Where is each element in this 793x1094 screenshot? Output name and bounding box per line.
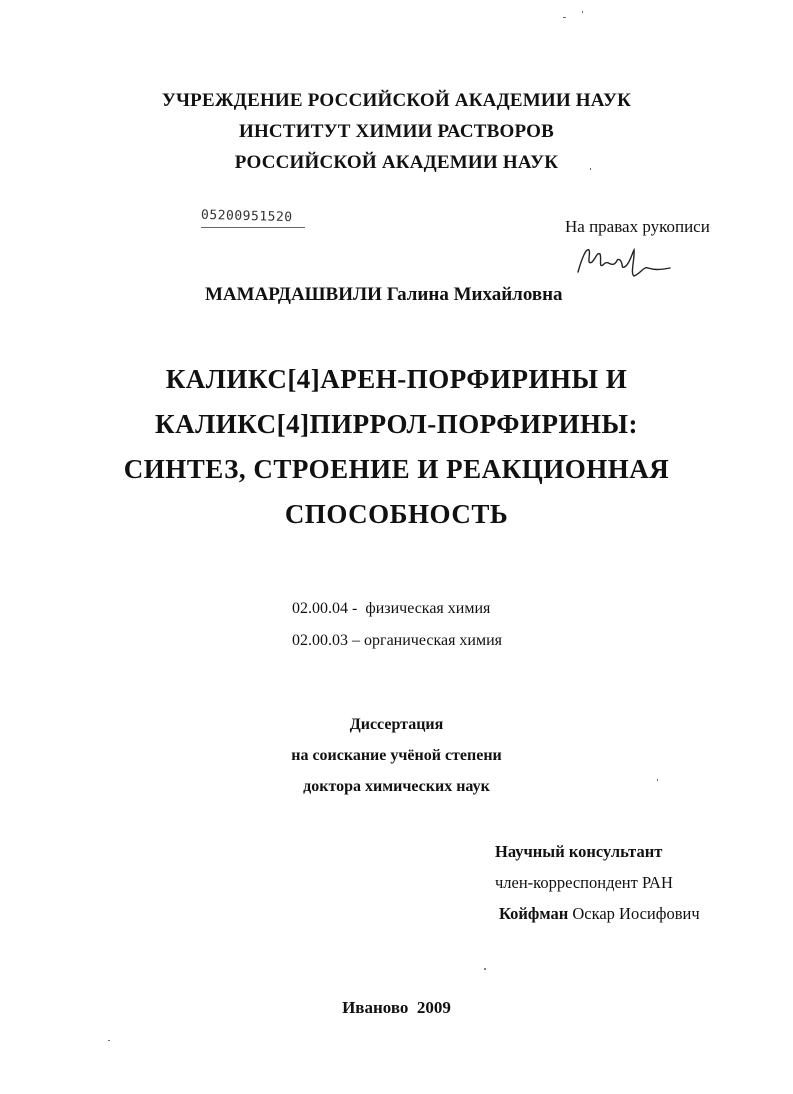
institution-line-1: УЧРЕЖДЕНИЕ РОССИЙСКОЙ АКАДЕМИИ НАУК [161, 90, 632, 111]
dissertation-line-3: доктора химических наук [303, 778, 490, 795]
rights-note: На правах рукописи [565, 217, 710, 236]
institution-line-2: ИНСТИТУТ ХИМИИ РАСТВОРОВ [238, 121, 555, 142]
dissertation-line-1: Диссертация [349, 716, 444, 733]
stamp-underline [201, 227, 305, 228]
title-line-1: КАЛИКС[4]АРЕН-ПОРФИРИНЫ И [165, 364, 628, 394]
author-given-names: Галина Михайловна [386, 284, 563, 305]
author-signature [574, 244, 674, 280]
consultant-position: член-корреспондент РАН [495, 873, 673, 892]
title-line-3: СИНТЕЗ, СТРОЕНИЕ И РЕАКЦИОННАЯ [123, 454, 670, 484]
scan-speck [563, 17, 566, 18]
scan-speck [108, 1040, 110, 1041]
author-name [205, 284, 563, 306]
title-line-4: СПОСОБНОСТЬ [284, 499, 509, 529]
title-line-2: КАЛИКС[4]ПИРРОЛ-ПОРФИРИНЫ: [155, 409, 638, 439]
scan-speck [590, 168, 591, 170]
scan-speck [484, 968, 486, 970]
consultant-given-names: Оскар Иосифович [572, 904, 700, 923]
dissertation-line-2: на соискание учёной степени [291, 747, 502, 764]
consultant-heading: Научный консультант [495, 842, 663, 861]
place-and-year: Иваново 2009 [342, 998, 451, 1017]
specialty-1: 02.00.04 - физическая химия [292, 600, 491, 617]
institution-line-3: РОССИЙСКОЙ АКАДЕМИИ НАУК [234, 152, 559, 173]
scan-speck [657, 779, 658, 781]
consultant-name [499, 904, 700, 924]
specialty-2: 02.00.03 – органическая химия [292, 632, 503, 649]
scan-speck [582, 11, 583, 13]
stamp-number: 05200951520 [200, 207, 293, 226]
author-surname: МАМАРДАШВИЛИ [205, 284, 382, 305]
consultant-surname: Койфман [499, 904, 569, 923]
